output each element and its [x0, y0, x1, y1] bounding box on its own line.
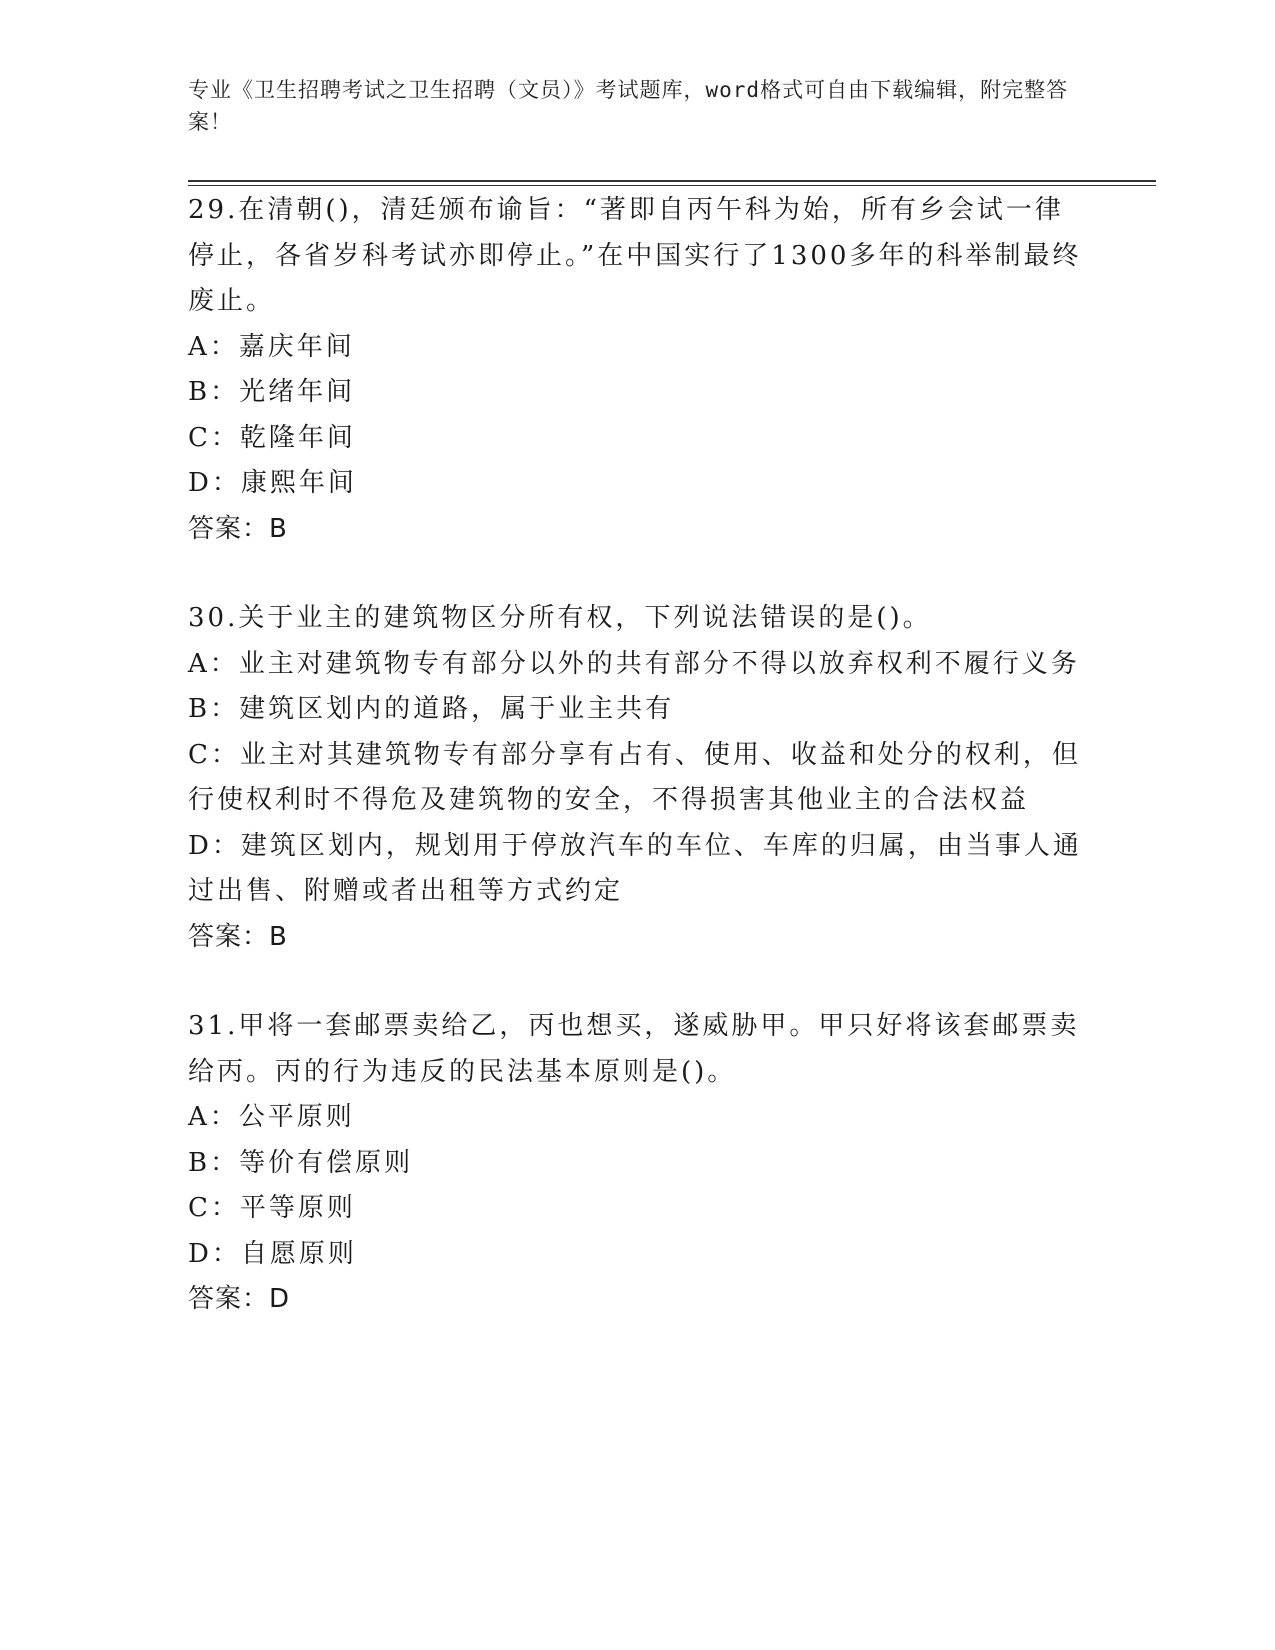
question-list: [188, 188, 1088, 1367]
answer-line: 答案：D: [188, 1284, 291, 1314]
document-header: 专业《卫生招聘考试之卫生招聘（文员）》考试题库，word格式可自由下载编辑，附完整答案！: [188, 78, 1069, 134]
option-c: C：业主对其建筑物专有部分享有占有、使用、收益和处分的权利，但行使权利时不得危及建筑物的安全，不得损害其他业主的合法权益: [188, 739, 1081, 815]
option-b: B：等价有偿原则: [188, 1147, 414, 1178]
answer-line: 答案：B: [188, 921, 288, 952]
option-d: D：自愿原则: [188, 1238, 357, 1269]
option-b: B：建筑区划内的道路，属于业主共有: [188, 694, 675, 724]
option-c: C：乾隆年间: [188, 422, 356, 453]
question-stem: 31.甲将一套邮票卖给乙，丙也想买，遂威胁甲。甲只好将该套邮票卖给丙。丙的行为违反的民法基本原则是()。: [188, 1011, 1080, 1087]
question-stem: 30.关于业主的建筑物区分所有权，下列说法错误的是()。: [188, 603, 932, 633]
option-d: D：建筑区划内，规划用于停放汽车的车位、车库的归属，由当事人通过出售、附赠或者出租等方式约定: [188, 830, 1082, 906]
option-b: B：光绪年间: [188, 377, 356, 407]
option-a: A：嘉庆年间: [188, 331, 355, 362]
option-c: C：平等原则: [188, 1193, 356, 1223]
option-a: A：业主对建筑物专有部分以外的共有部分不得以放弃权利不履行义务: [188, 648, 1080, 679]
option-a: A：公平原则: [188, 1102, 355, 1132]
header-divider-thin: [188, 185, 1156, 186]
header-divider-thick: [188, 180, 1156, 182]
question-31: [188, 1004, 1088, 1323]
option-d: D：康熙年间: [188, 468, 357, 498]
question-stem: 29.在清朝()，清廷颁布谕旨：“著即自丙午科为始，所有乡会试一律停止，各省岁科考试亦即停止。”在中国实行了1300多年的科举制最终废止。: [188, 195, 1082, 316]
question-29: [188, 188, 1088, 552]
answer-line: 答案：B: [188, 513, 288, 544]
question-30: [188, 596, 1088, 960]
